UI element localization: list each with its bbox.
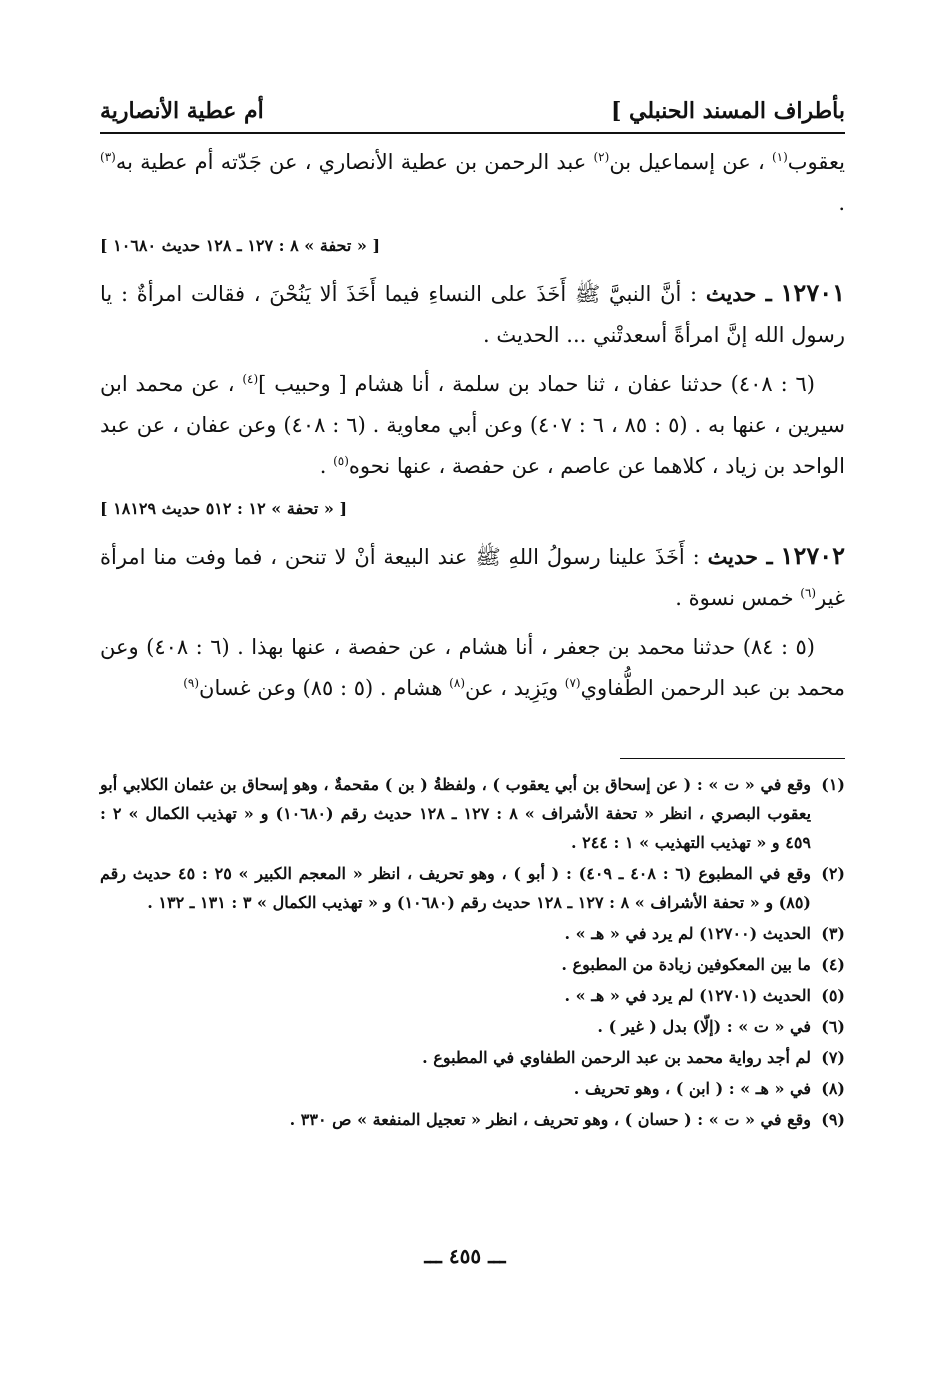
hadith-number: ١٢٧٠١ <box>780 278 845 307</box>
footnote-ref-7: (٧) <box>564 676 581 690</box>
tuhfa-reference-1: [ « تحفة » ٨ : ١٢٧ ـ ١٢٨ حديث ١٠٦٨٠ ] <box>100 236 381 255</box>
footnote: (٨) في « هـ » : ( ابن ) ، وهو تحريف . <box>573 1079 845 1098</box>
hadith-label: ـ حديث <box>705 281 772 306</box>
hadith-text: : أنَّ النبيَّ ﷺ أَخَذَ على النساءِ فيما أَخَذَ ألا يَنُحْنَ ، فقالت امرأةٌ : يا رسول الله إنَّ امرأةً أسعدتْني ... الحديث . <box>100 282 845 347</box>
main-text <box>100 142 845 717</box>
footnote-ref-8: (٨) <box>449 676 465 690</box>
hadith-12701 <box>100 272 845 356</box>
paragraph-continuation: يعقوب$^{(١)}$ ، عن إسماعيل بن$^{(٢)}$ عبد الرحمن بن عطية الأنصاري ، عن جَدّته أم عطية به$^{(٣)}$ . <box>100 150 845 215</box>
hadith-number: ١٢٧٠٢ <box>780 541 845 570</box>
footnote: (٤) ما بين المعكوفين زيادة من المطبوع . <box>561 955 845 974</box>
isnad-paragraph-1: (٦ : ٤٠٨) حدثنا عفان ، ثنا حماد بن سلمة ، أنا هشام [ وحبيب ]$^{(٤)}$ ، عن محمد ابن سيرين ، عنها به . (٥ : ٨٥ ، ٦ : ٤٠٧) وعن أبي معاوية . (٦ : ٤٠٨) وعن عفان ، عن عبد الواحد بن زياد ، كلاهما عن عاصم ، عن حفصة ، عنها نحوه$^{(٥)}$ . <box>100 372 845 478</box>
hadith-label: ـ حديث <box>707 544 773 569</box>
page-number: ـــ ٤٥٥ ـــ <box>424 1244 506 1268</box>
footnote-ref-2: (٢) <box>593 150 610 164</box>
header-rule <box>100 132 845 134</box>
footnote: (٩) وقع في « ت » : ( حسان ) ، وهو تحريف ، انظر « تعجيل المنفعة » ص ٣٣٠ . <box>289 1110 845 1129</box>
footnote-ref-4: (٤) <box>242 372 259 386</box>
header-chapter-title: أم عطية الأنصارية <box>100 98 264 124</box>
footnote-ref-5: (٥) <box>333 454 349 468</box>
footnote: (٦) في « ت » : (إلّا) بدل ( غير ) . <box>597 1017 845 1036</box>
hadith-12702: ١٢٧٠٢ ـ حديث : أَخَذَ علينا رسولُ اللهِ ﷺ عند البيعة أنْ لا تنحن ، فما وفت منا امرأة غير$^{(٦)}$ خمس نسوة . <box>100 541 845 610</box>
footnote-ref-9: (٩) <box>183 676 200 690</box>
footnote: (٢) وقع في المطبوع (٦ : ٤٠٨ ـ ٤٠٩) : ( أبو ) ، وهو تحريف ، انظر « المعجم الكبير » ٢٥ : ٤٥ حديث رقم (٨٥) و « تحفة الأشراف » ٨ : ١٢٧ ـ ١٢٨ حديث رقم (١٠٦٨٠) و « تهذيب الكمال » ٣ : ١٣١ ـ ١٣٢ . <box>100 864 845 912</box>
footnote: (٣) الحديث (١٢٧٠٠) لم يرد في « هـ » . <box>564 924 845 943</box>
footnote: (٧) لم أجد رواية محمد بن عبد الرحمن الطفاوي في المطبوع . <box>422 1048 845 1067</box>
footnote-ref-1: (١) <box>771 150 788 164</box>
header-book-title: بأطراف المسند الحنبلي ] <box>610 98 845 124</box>
footnote: (٥) الحديث (١٢٧٠١) لم يرد في « هـ » . <box>564 986 845 1005</box>
footnote: (١) وقع في « ت » : ( عن إسحاق بن أبي يعقوب ) ، ولفظةُ ( بن ) مقحمةٌ ، وهو إسحاق بن عثمان الكلابي أبو يعقوب البصري ، انظر « تحفة الأشراف » ٨ : ١٢٧ ـ ١٢٨ حديث رقم (١٠٦٨٠) و « تهذيب الكمال » ٢ : ٤٥٩ و « تهذيب التهذيب » ١ : ٢٤٤ . <box>100 775 845 852</box>
footnotes <box>100 770 845 1136</box>
tuhfa-reference-2: [ « تحفة » ١٢ : ٥١٢ حديث ١٨١٢٩ ] <box>100 499 348 518</box>
footnote-ref-6: (٦) <box>800 586 817 600</box>
footnote-ref-3: (٣) <box>100 150 116 164</box>
isnad-paragraph-2: (٥ : ٨٤) حدثنا محمد بن جعفر ، أنا هشام ، عن حفصة ، عنها بهذا . (٦ : ٤٠٨) وعن محمد بن عبد الرحمن الطُّفاوي$^{(٧)}$ ويَزِيد ، عن$^{(٨)}$ هشام . (٥ : ٨٥) وعن غسان$^{(٩)}$ <box>100 635 845 700</box>
footnote-rule <box>620 758 845 759</box>
running-header <box>100 84 845 124</box>
